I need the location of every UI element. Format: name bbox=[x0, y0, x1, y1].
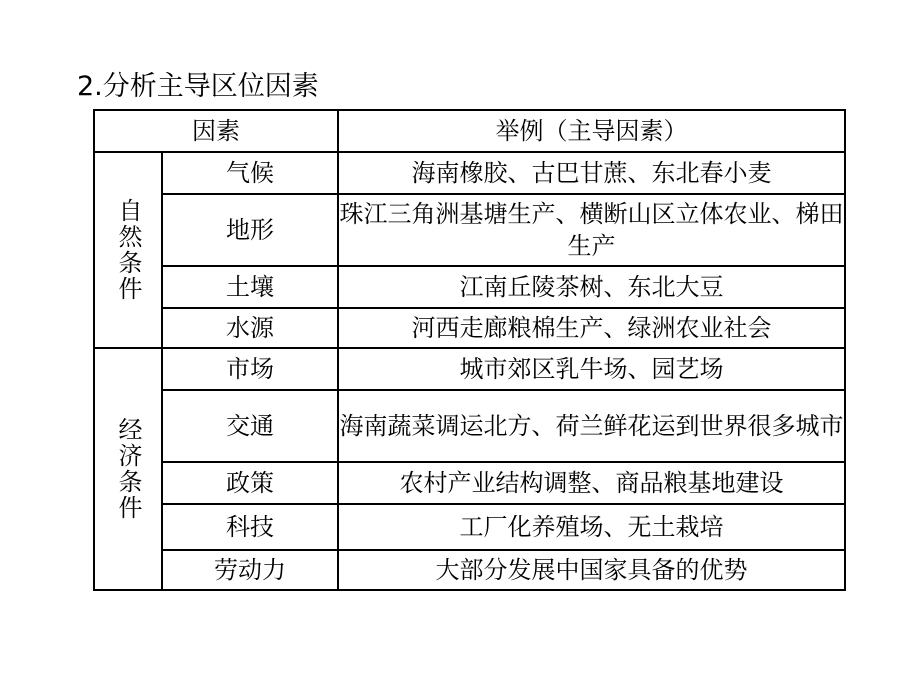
group-natural-conditions: 自然条件 bbox=[94, 152, 162, 348]
factor-cell: 科技 bbox=[162, 504, 338, 550]
factor-cell: 市场 bbox=[162, 348, 338, 390]
section-heading: 2.分析主导区位因素 bbox=[77, 71, 319, 102]
table-row bbox=[94, 550, 845, 590]
example-cell: 珠江三角洲基塘生产、横断山区立体农业、梯田生产 bbox=[338, 194, 845, 266]
table-header-row bbox=[94, 110, 845, 152]
example-cell: 河西走廊粮棉生产、绿洲农业社会 bbox=[338, 308, 845, 348]
header-example: 举例（主导因素） bbox=[338, 110, 845, 152]
table-row bbox=[94, 308, 845, 348]
factor-cell: 水源 bbox=[162, 308, 338, 348]
example-cell: 海南橡胶、古巴甘蔗、东北春小麦 bbox=[338, 152, 845, 194]
example-cell: 城市郊区乳牛场、园艺场 bbox=[338, 348, 845, 390]
table-row bbox=[94, 152, 845, 194]
group-economic-conditions: 经济条件 bbox=[94, 348, 162, 590]
factor-cell: 交通 bbox=[162, 390, 338, 462]
table-row bbox=[94, 390, 845, 462]
table-row bbox=[94, 194, 845, 266]
table-row bbox=[94, 266, 845, 308]
example-cell: 大部分发展中国家具备的优势 bbox=[338, 550, 845, 590]
table-row bbox=[94, 504, 845, 550]
example-cell: 农村产业结构调整、商品粮基地建设 bbox=[338, 462, 845, 504]
example-cell: 工厂化养殖场、无土栽培 bbox=[338, 504, 845, 550]
factor-cell: 土壤 bbox=[162, 266, 338, 308]
table-row bbox=[94, 348, 845, 390]
table-row bbox=[94, 462, 845, 504]
example-cell: 海南蔬菜调运北方、荷兰鲜花运到世界很多城市 bbox=[338, 390, 845, 462]
factor-cell: 气候 bbox=[162, 152, 338, 194]
factor-cell: 地形 bbox=[162, 194, 338, 266]
factor-cell: 政策 bbox=[162, 462, 338, 504]
header-factor: 因素 bbox=[94, 110, 338, 152]
location-factors-table bbox=[93, 109, 846, 591]
factor-cell: 劳动力 bbox=[162, 550, 338, 590]
example-cell: 江南丘陵茶树、东北大豆 bbox=[338, 266, 845, 308]
